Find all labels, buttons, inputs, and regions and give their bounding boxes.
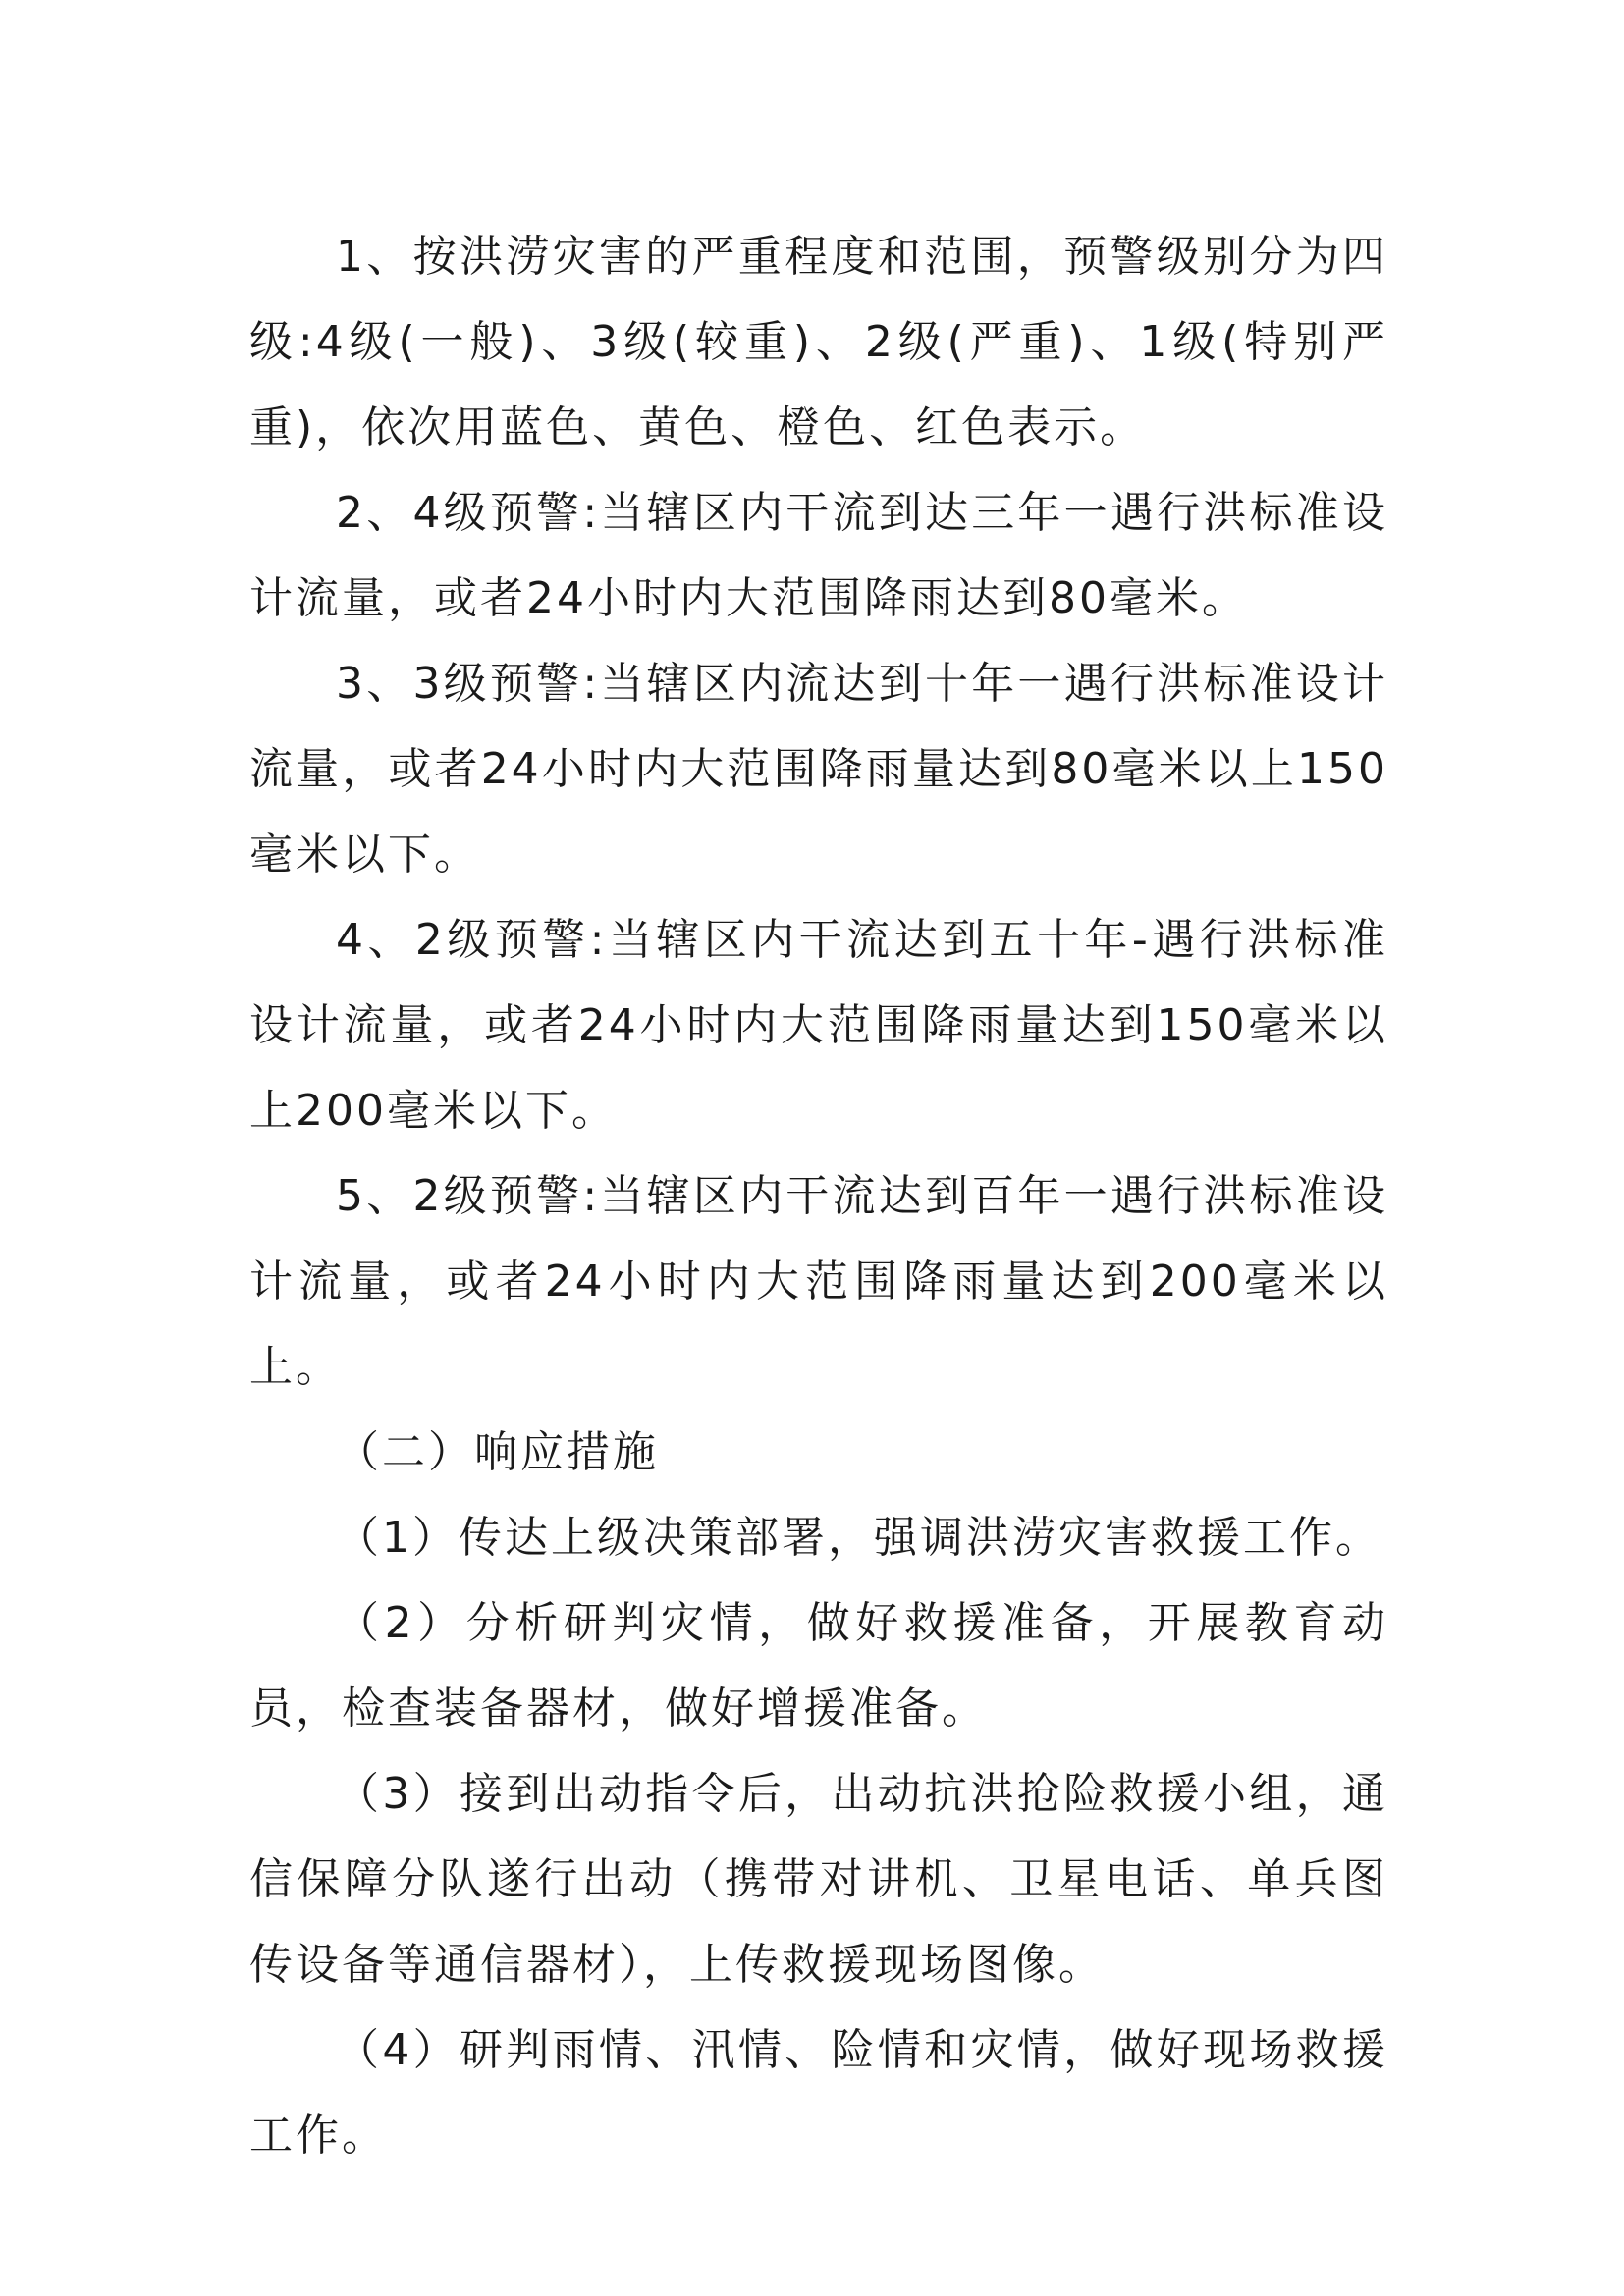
paragraph-measure-1: （1）传达上级决策部署，强调洪涝灾害救援工作。 — [336, 1513, 1381, 1563]
paragraph-level-4-warning: 2、4级预警:当辖区内干流到达三年一遇行洪标准设计流量，或者24小时内大范围降雨达到80毫米。 — [249, 488, 1388, 623]
paragraph-level-3-warning: 3、3级预警:当辖区内流达到十年一遇行洪标准设计流量，或者24小时内大范围降雨量达到80毫米以上150毫米以下。 — [249, 659, 1388, 880]
paragraph-measure-3: （3）接到出动指令后，出动抗洪抢险救援小组，通信保障分队遂行出动（携带对讲机、卫星电话、单兵图传设备等通信器材），上传救援现场图像。 — [249, 1769, 1388, 1990]
paragraph-warning-levels: 1、按洪涝灾害的严重程度和范围，预警级别分为四级:4级(一般)、3级(较重)、2级(严重)、1级(特别严重)，依次用蓝色、黄色、橙色、红色表示。 — [249, 232, 1388, 453]
paragraph-level-2-warning-a: 4、2级预警:当辖区内干流达到五十年-遇行洪标准设计流量，或者24小时内大范围降雨量达到150毫米以上200毫米以下。 — [249, 915, 1388, 1136]
paragraph-measure-2: （2）分析研判灾情，做好救援准备，开展教育动员，检查装备器材，做好增援准备。 — [249, 1598, 1388, 1734]
paragraph-measure-4: （4）研判雨情、汛情、险情和灾情，做好现场救援工作。 — [249, 2025, 1388, 2161]
paragraph-level-2-warning-b: 5、2级预警:当辖区内干流达到百年一遇行洪标准设计流量，或者24小时内大范围降雨量达到200毫米以上。 — [249, 1171, 1388, 1392]
document-body — [249, 214, 1388, 2178]
section-heading-response-measures: （二）响应措施 — [336, 1427, 659, 1477]
